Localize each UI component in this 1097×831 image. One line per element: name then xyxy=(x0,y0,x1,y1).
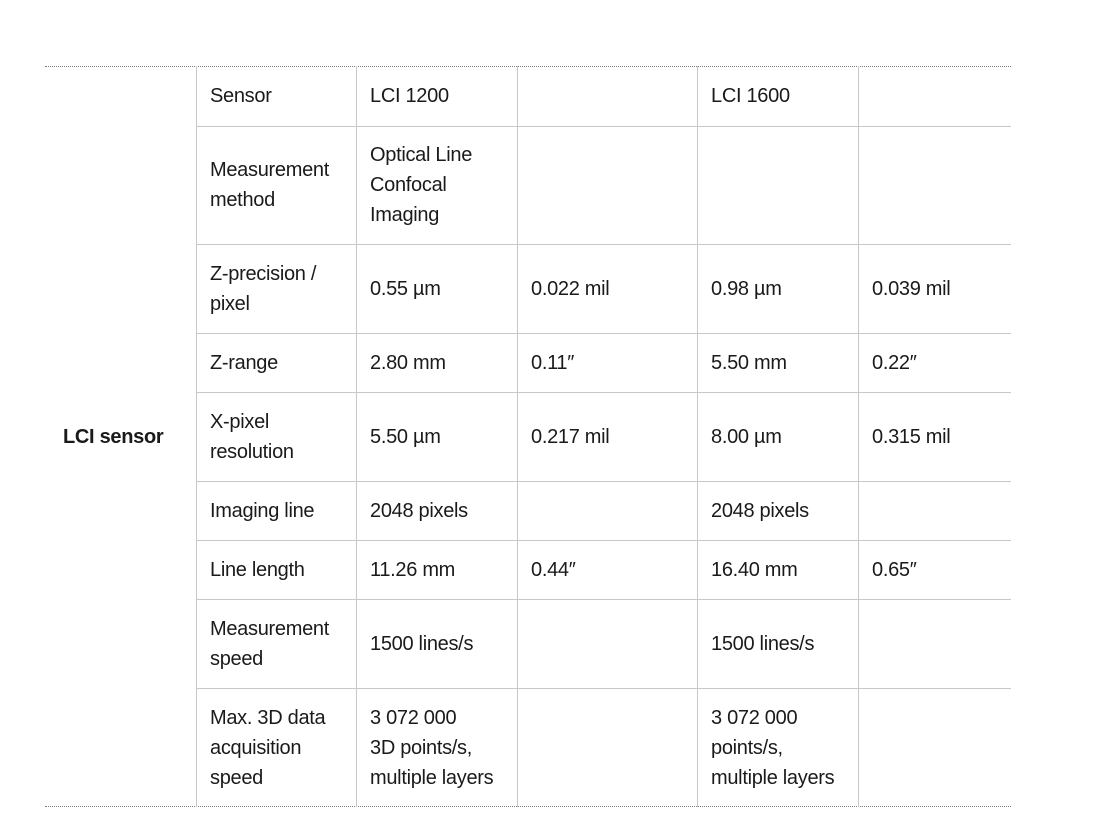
lci1600-imperial xyxy=(858,599,1011,688)
row-label xyxy=(196,599,356,688)
lci1200-imperial xyxy=(517,688,697,807)
cell-text: 8.00 µm xyxy=(711,425,782,448)
lci1600-imperial xyxy=(858,66,1011,126)
cell-text: Max. 3D data acquisition speed xyxy=(210,706,326,789)
row-label xyxy=(196,66,356,126)
lci1200-value xyxy=(356,66,517,126)
lci1600-value xyxy=(697,599,858,688)
row-label xyxy=(196,688,356,807)
cell-text: 2.80 mm xyxy=(370,351,446,374)
cell-text: LCI 1200 xyxy=(370,85,449,107)
lci1600-value xyxy=(697,688,858,807)
lci1600-value xyxy=(697,481,858,540)
lci1600-imperial xyxy=(858,126,1011,244)
row-label xyxy=(196,481,356,540)
cell-text: 0.55 µm xyxy=(370,277,441,300)
lci1600-value xyxy=(697,244,858,333)
lci1600-value xyxy=(697,333,858,392)
cell-text: Line length xyxy=(210,558,305,581)
cell-text: 2048 pixels xyxy=(711,499,809,522)
lci1600-imperial xyxy=(858,540,1011,599)
cell-text: 2048 pixels xyxy=(370,499,468,522)
lci1600-value xyxy=(697,126,858,244)
lci1200-value xyxy=(356,333,517,392)
lci1600-value xyxy=(697,540,858,599)
lci1200-imperial xyxy=(517,540,697,599)
lci1200-imperial xyxy=(517,66,697,126)
cell-text: 5.50 mm xyxy=(711,351,787,374)
lci1200-imperial xyxy=(517,333,697,392)
cell-text: 0.039 mil xyxy=(872,277,951,300)
lci1600-value xyxy=(697,392,858,481)
lci1200-imperial xyxy=(517,481,697,540)
cell-text: Measurement speed xyxy=(210,617,329,670)
cell-text: 5.50 µm xyxy=(370,425,441,448)
cell-text: 16.40 mm xyxy=(711,558,798,581)
lci1200-value xyxy=(356,599,517,688)
cell-text: 0.217 mil xyxy=(531,425,610,448)
cell-text: 3 072 000 points/s, multiple layers xyxy=(711,706,835,789)
cell-text: 0.65″ xyxy=(872,558,917,581)
section-label: LCI sensor xyxy=(63,426,164,448)
cell-text: 0.22″ xyxy=(872,351,917,374)
cell-text: 0.315 mil xyxy=(872,425,951,448)
row-label xyxy=(196,540,356,599)
row-label xyxy=(196,392,356,481)
cell-text: Z-precision / pixel xyxy=(210,262,317,315)
lci1600-value xyxy=(697,66,858,126)
lci1200-imperial xyxy=(517,599,697,688)
lci1200-imperial xyxy=(517,392,697,481)
lci1200-value xyxy=(356,126,517,244)
lci1200-value xyxy=(356,244,517,333)
lci1200-value xyxy=(356,481,517,540)
lci1200-imperial xyxy=(517,126,697,244)
cell-text: 3 072 000 3D points/s, multiple layers xyxy=(370,706,494,789)
cell-text: 1500 lines/s xyxy=(711,632,815,655)
lci1200-value xyxy=(356,540,517,599)
lci1600-imperial xyxy=(858,481,1011,540)
cell-text: Measurement method xyxy=(210,159,329,211)
row-label xyxy=(196,333,356,392)
cell-text: LCI 1600 xyxy=(711,85,790,107)
lci1200-value xyxy=(356,688,517,807)
cell-text: 0.44″ xyxy=(531,558,576,581)
cell-text: 11.26 mm xyxy=(370,558,456,581)
lci1600-imperial xyxy=(858,333,1011,392)
cell-text: 0.022 mil xyxy=(531,277,610,300)
cell-text: 0.11″ xyxy=(531,351,575,374)
cell-text: Sensor xyxy=(210,85,272,107)
cell-text: X-pixel resolution xyxy=(210,410,294,463)
spec-table xyxy=(45,66,1011,807)
lci1200-imperial xyxy=(517,244,697,333)
lci1600-imperial xyxy=(858,244,1011,333)
lci1600-imperial xyxy=(858,688,1011,807)
cell-text: Z-range xyxy=(210,351,278,374)
cell-text: Imaging line xyxy=(210,499,315,522)
lci1600-imperial xyxy=(858,392,1011,481)
cell-text: Optical Line Confocal Imaging xyxy=(370,144,473,226)
lci1200-value xyxy=(356,392,517,481)
cell-text: 0.98 µm xyxy=(711,277,782,300)
cell-text: 1500 lines/s xyxy=(370,632,474,655)
row-label xyxy=(196,244,356,333)
row-label xyxy=(196,126,356,244)
